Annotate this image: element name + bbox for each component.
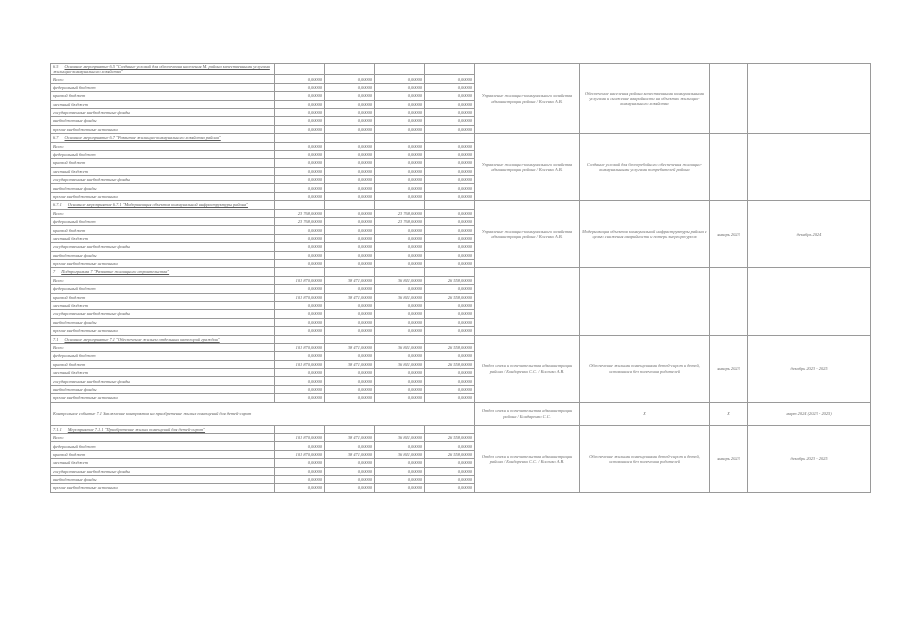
- amount-cell: 0,00000: [325, 385, 375, 393]
- amount-cell: 0,00000: [375, 100, 425, 108]
- amount-cell: 0,00000: [425, 176, 475, 184]
- amount-cell: 0,00000: [325, 108, 375, 116]
- amount-cell: 0,00000: [425, 209, 475, 217]
- amount-cell: 0,00000: [375, 142, 425, 150]
- funding-source-label: государственные внебюджетные фонды: [51, 176, 275, 184]
- amount-cell: 101 870,00000: [275, 434, 325, 442]
- funding-source-label: местный бюджет: [51, 459, 275, 467]
- amount-cell: 0,00000: [375, 184, 425, 192]
- amount-cell: 0,00000: [425, 301, 475, 309]
- amount-cell: 38 471,00000: [325, 343, 375, 351]
- amount-cell: 0,00000: [275, 167, 325, 175]
- amount-cell: 0,00000: [275, 442, 325, 450]
- amount-cell: 0,00000: [375, 83, 425, 91]
- amount-cell: 0,00000: [375, 226, 425, 234]
- event-row: [51, 402, 871, 425]
- end-date-cell: [748, 64, 871, 134]
- amount-cell: 0,00000: [275, 184, 325, 192]
- section-title: [51, 64, 275, 75]
- section-header-row: [51, 134, 871, 142]
- amount-cell: 0,00000: [325, 167, 375, 175]
- executor-cell: Управление жилищно-коммунального хозяйства администрации района / Косенко А.В.: [475, 134, 580, 201]
- amount-cell: 0,00000: [425, 459, 475, 467]
- executor-cell: Отдел опеки и попечительства администрации района / Бондаренко С.С.: [475, 402, 580, 425]
- amount-cell: 0,00000: [275, 108, 325, 116]
- amount-cell: 0,00000: [275, 260, 325, 268]
- amount-cell: 0,00000: [325, 251, 375, 259]
- amount-cell: 0,00000: [375, 251, 425, 259]
- amount-cell: 0,00000: [325, 310, 375, 318]
- amount-cell: [275, 268, 325, 276]
- amount-cell: 38 471,00000: [325, 360, 375, 368]
- amount-cell: 0,00000: [425, 125, 475, 133]
- amount-cell: 0,00000: [425, 218, 475, 226]
- funding-source-label: местный бюджет: [51, 100, 275, 108]
- amount-cell: [375, 268, 425, 276]
- amount-cell: 0,00000: [275, 352, 325, 360]
- amount-cell: 36 841,00000: [375, 276, 425, 284]
- amount-cell: 101 870,00000: [275, 293, 325, 301]
- amount-cell: 0,00000: [275, 327, 325, 335]
- amount-cell: 0,00000: [375, 176, 425, 184]
- amount-cell: 0,00000: [325, 117, 375, 125]
- section-title-text: Основное мероприятие 6.7 "Развитие жилищно-коммунального хозяйства района": [64, 135, 221, 141]
- amount-cell: [425, 335, 475, 343]
- funding-source-label: краевой бюджет: [51, 159, 275, 167]
- section-title: [51, 268, 275, 276]
- funding-source-label: краевой бюджет: [51, 92, 275, 100]
- amount-cell: 0,00000: [325, 100, 375, 108]
- amount-cell: 0,00000: [425, 442, 475, 450]
- amount-cell: 23 768,00000: [375, 218, 425, 226]
- amount-cell: 0,00000: [325, 459, 375, 467]
- amount-cell: 0,00000: [275, 301, 325, 309]
- funding-source-label: федеральный бюджет: [51, 352, 275, 360]
- executor-cell: Отдел опеки и попечительства администрации района / Бондаренко С.С. / Косенко А.В.: [475, 425, 580, 492]
- amount-cell: 0,00000: [325, 159, 375, 167]
- amount-cell: 0,00000: [375, 150, 425, 158]
- funding-source-label: государственные внебюджетные фонды: [51, 243, 275, 251]
- amount-cell: 26 558,00000: [425, 343, 475, 351]
- amount-cell: 0,00000: [375, 467, 425, 475]
- amount-cell: 0,00000: [275, 318, 325, 326]
- amount-cell: 38 471,00000: [325, 293, 375, 301]
- section-code: 6.7.1: [53, 202, 62, 208]
- amount-cell: 0,00000: [325, 301, 375, 309]
- amount-cell: 0,00000: [325, 377, 375, 385]
- amount-cell: 0,00000: [325, 184, 375, 192]
- section-title-text: Основное мероприятие 6.7.1 "Модернизация объектов коммунальной инфраструктуры района": [67, 202, 249, 208]
- result-cell: Х: [580, 402, 710, 425]
- amount-cell: 0,00000: [325, 285, 375, 293]
- amount-cell: 23 768,00000: [275, 218, 325, 226]
- start-date-cell: [710, 268, 748, 335]
- amount-cell: 0,00000: [275, 92, 325, 100]
- section-header-row: [51, 425, 871, 433]
- executor-cell: Отдел опеки и попечительства администрации района / Бондаренко С.С. / Косенко А.В.: [475, 335, 580, 402]
- budget-table: [50, 63, 871, 493]
- executor-cell: [475, 268, 580, 335]
- amount-cell: 0,00000: [325, 218, 375, 226]
- section-title-text: Мероприятие 7.1.1 "Приобретение жилых помещений для детей-сирот": [67, 426, 206, 432]
- amount-cell: 26 558,00000: [425, 360, 475, 368]
- amount-cell: 0,00000: [325, 442, 375, 450]
- amount-cell: 0,00000: [325, 176, 375, 184]
- amount-cell: 0,00000: [275, 159, 325, 167]
- section-title: [51, 201, 275, 209]
- funding-source-label: внебюджетные фонды: [51, 184, 275, 192]
- amount-cell: 0,00000: [425, 318, 475, 326]
- amount-cell: 0,00000: [275, 192, 325, 200]
- amount-cell: 0,00000: [275, 369, 325, 377]
- funding-source-label: государственные внебюджетные фонды: [51, 108, 275, 116]
- amount-cell: 0,00000: [275, 385, 325, 393]
- funding-source-label: прочие внебюджетные источники: [51, 125, 275, 133]
- amount-cell: 0,00000: [425, 251, 475, 259]
- amount-cell: [375, 425, 425, 433]
- amount-cell: 0,00000: [375, 385, 425, 393]
- amount-cell: 0,00000: [425, 310, 475, 318]
- funding-source-label: местный бюджет: [51, 167, 275, 175]
- amount-cell: 0,00000: [275, 243, 325, 251]
- amount-cell: 0,00000: [325, 475, 375, 483]
- amount-cell: 0,00000: [325, 369, 375, 377]
- amount-cell: 0,00000: [425, 117, 475, 125]
- amount-cell: 0,00000: [425, 192, 475, 200]
- funding-source-label: прочие внебюджетные источники: [51, 192, 275, 200]
- section-header-row: [51, 335, 871, 343]
- amount-cell: 0,00000: [275, 251, 325, 259]
- section-header-row: [51, 268, 871, 276]
- funding-source-label: внебюджетные фонды: [51, 251, 275, 259]
- amount-cell: 0,00000: [375, 108, 425, 116]
- funding-source-label: федеральный бюджет: [51, 218, 275, 226]
- amount-cell: 0,00000: [425, 243, 475, 251]
- funding-source-label: Всего: [51, 343, 275, 351]
- amount-cell: [325, 134, 375, 142]
- amount-cell: 0,00000: [275, 75, 325, 83]
- funding-source-label: Всего: [51, 276, 275, 284]
- funding-source-label: краевой бюджет: [51, 226, 275, 234]
- amount-cell: 0,00000: [275, 234, 325, 242]
- amount-cell: [375, 201, 425, 209]
- amount-cell: 0,00000: [275, 100, 325, 108]
- funding-source-label: местный бюджет: [51, 301, 275, 309]
- amount-cell: 0,00000: [425, 285, 475, 293]
- funding-source-label: местный бюджет: [51, 234, 275, 242]
- funding-source-label: государственные внебюджетные фонды: [51, 467, 275, 475]
- amount-cell: 0,00000: [425, 142, 475, 150]
- amount-cell: 0,00000: [325, 260, 375, 268]
- amount-cell: [275, 201, 325, 209]
- amount-cell: 0,00000: [425, 394, 475, 402]
- amount-cell: 0,00000: [375, 310, 425, 318]
- amount-cell: 0,00000: [375, 352, 425, 360]
- amount-cell: 0,00000: [325, 83, 375, 91]
- amount-cell: 0,00000: [325, 125, 375, 133]
- amount-cell: 0,00000: [325, 234, 375, 242]
- amount-cell: 0,00000: [425, 184, 475, 192]
- amount-cell: 0,00000: [275, 459, 325, 467]
- amount-cell: 0,00000: [425, 100, 475, 108]
- amount-cell: 0,00000: [425, 377, 475, 385]
- end-date-cell: декабрь 2024: [748, 201, 871, 268]
- section-code: 7.1.1: [53, 426, 62, 432]
- amount-cell: 0,00000: [375, 234, 425, 242]
- result-cell: Обеспечение жилыми помещениями детей-сирот и детей, оставшихся без попечения родителей: [580, 335, 710, 402]
- section-title: [51, 335, 275, 343]
- amount-cell: 0,00000: [425, 260, 475, 268]
- amount-cell: 36 841,00000: [375, 293, 425, 301]
- amount-cell: 0,00000: [375, 475, 425, 483]
- amount-cell: 23 768,00000: [375, 209, 425, 217]
- amount-cell: [275, 64, 325, 75]
- amount-cell: [425, 268, 475, 276]
- end-date-cell: [748, 268, 871, 335]
- amount-cell: 0,00000: [275, 467, 325, 475]
- amount-cell: [375, 134, 425, 142]
- amount-cell: 0,00000: [425, 467, 475, 475]
- amount-cell: 0,00000: [425, 159, 475, 167]
- amount-cell: 0,00000: [375, 301, 425, 309]
- funding-source-label: федеральный бюджет: [51, 442, 275, 450]
- section-title: [51, 425, 275, 433]
- funding-source-label: местный бюджет: [51, 369, 275, 377]
- result-cell: Обеспечение населения района качественными коммунальными услугами и снижение аварийности на объектах жилищно-коммунального хозяйства: [580, 64, 710, 134]
- funding-source-label: краевой бюджет: [51, 360, 275, 368]
- amount-cell: 0,00000: [375, 92, 425, 100]
- amount-cell: 0,00000: [275, 377, 325, 385]
- amount-cell: [325, 335, 375, 343]
- funding-source-label: Всего: [51, 209, 275, 217]
- amount-cell: [425, 64, 475, 75]
- funding-source-label: прочие внебюджетные источники: [51, 327, 275, 335]
- amount-cell: 0,00000: [375, 260, 425, 268]
- amount-cell: 0,00000: [425, 352, 475, 360]
- amount-cell: 0,00000: [325, 467, 375, 475]
- funding-source-label: федеральный бюджет: [51, 150, 275, 158]
- amount-cell: 23 768,00000: [275, 209, 325, 217]
- amount-cell: 0,00000: [425, 150, 475, 158]
- start-date-cell: [710, 64, 748, 134]
- amount-cell: 0,00000: [375, 484, 425, 492]
- funding-source-label: государственные внебюджетные фонды: [51, 310, 275, 318]
- amount-cell: [325, 64, 375, 75]
- amount-cell: 0,00000: [325, 327, 375, 335]
- section-code: 6.5: [53, 64, 59, 69]
- start-date-cell: январь 2023: [710, 425, 748, 492]
- amount-cell: 0,00000: [325, 484, 375, 492]
- amount-cell: 0,00000: [375, 159, 425, 167]
- section-title-text: Подпрограмма 7 "Развитие жилищного строительства": [61, 269, 170, 275]
- amount-cell: 0,00000: [275, 475, 325, 483]
- amount-cell: 0,00000: [275, 125, 325, 133]
- start-date-cell: январь 2023: [710, 201, 748, 268]
- amount-cell: 0,00000: [375, 318, 425, 326]
- funding-source-label: прочие внебюджетные источники: [51, 260, 275, 268]
- amount-cell: 0,00000: [275, 226, 325, 234]
- funding-source-label: федеральный бюджет: [51, 83, 275, 91]
- executor-cell: Управление жилищно-коммунального хозяйства администрации района / Косенко А.В.: [475, 201, 580, 268]
- amount-cell: 0,00000: [425, 83, 475, 91]
- amount-cell: 0,00000: [325, 394, 375, 402]
- amount-cell: 0,00000: [275, 394, 325, 402]
- funding-source-label: Всего: [51, 75, 275, 83]
- amount-cell: 0,00000: [375, 285, 425, 293]
- amount-cell: 0,00000: [325, 192, 375, 200]
- amount-cell: 0,00000: [275, 142, 325, 150]
- funding-source-label: прочие внебюджетные источники: [51, 394, 275, 402]
- amount-cell: 38 471,00000: [325, 434, 375, 442]
- funding-source-label: федеральный бюджет: [51, 285, 275, 293]
- section-code: 7: [53, 269, 56, 275]
- amount-cell: 0,00000: [425, 108, 475, 116]
- amount-cell: 0,00000: [275, 117, 325, 125]
- amount-cell: [275, 425, 325, 433]
- funding-source-label: Всего: [51, 142, 275, 150]
- amount-cell: 0,00000: [375, 369, 425, 377]
- amount-cell: 0,00000: [275, 150, 325, 158]
- amount-cell: 0,00000: [375, 394, 425, 402]
- amount-cell: 0,00000: [375, 243, 425, 251]
- event-label: Контрольное событие 7.1 Заключение контрактов на приобретение жилых помещений для детей-сирот: [51, 402, 475, 425]
- amount-cell: 0,00000: [325, 150, 375, 158]
- amount-cell: 0,00000: [375, 327, 425, 335]
- amount-cell: 0,00000: [375, 377, 425, 385]
- start-date-cell: [710, 134, 748, 201]
- amount-cell: 0,00000: [325, 75, 375, 83]
- funding-source-label: краевой бюджет: [51, 293, 275, 301]
- amount-cell: [275, 134, 325, 142]
- end-date-cell: март 2024 (2023 - 2025): [748, 402, 871, 425]
- amount-cell: 26 558,00000: [425, 276, 475, 284]
- amount-cell: 0,00000: [375, 442, 425, 450]
- amount-cell: 0,00000: [375, 167, 425, 175]
- amount-cell: 36 841,00000: [375, 450, 425, 458]
- end-date-cell: [748, 134, 871, 201]
- amount-cell: 38 471,00000: [325, 450, 375, 458]
- amount-cell: 0,00000: [425, 484, 475, 492]
- amount-cell: [425, 201, 475, 209]
- amount-cell: [325, 201, 375, 209]
- section-code: 7.1: [53, 336, 59, 342]
- result-cell: Обеспечение жилыми помещениями детей-сирот и детей, оставшихся без попечения родителей: [580, 425, 710, 492]
- section-title-text: Основное мероприятие 7.1 "Обеспечение жильем отдельных категорий граждан": [64, 336, 220, 342]
- amount-cell: [325, 425, 375, 433]
- funding-source-label: краевой бюджет: [51, 450, 275, 458]
- section-code: 6.7: [53, 135, 59, 141]
- end-date-cell: декабрь 2023 - 2025: [748, 335, 871, 402]
- start-date-cell: Х: [710, 402, 748, 425]
- amount-cell: 0,00000: [375, 117, 425, 125]
- amount-cell: 0,00000: [425, 226, 475, 234]
- budget-table-sheet: [50, 63, 870, 626]
- result-cell: [580, 268, 710, 335]
- amount-cell: 0,00000: [425, 75, 475, 83]
- amount-cell: 0,00000: [425, 369, 475, 377]
- amount-cell: 0,00000: [275, 484, 325, 492]
- amount-cell: 0,00000: [425, 167, 475, 175]
- amount-cell: 101 870,00000: [275, 343, 325, 351]
- amount-cell: [375, 335, 425, 343]
- amount-cell: 0,00000: [375, 75, 425, 83]
- amount-cell: 36 841,00000: [375, 343, 425, 351]
- amount-cell: 0,00000: [325, 209, 375, 217]
- amount-cell: [375, 64, 425, 75]
- amount-cell: 0,00000: [425, 234, 475, 242]
- amount-cell: 0,00000: [275, 285, 325, 293]
- amount-cell: 0,00000: [325, 243, 375, 251]
- amount-cell: 0,00000: [425, 92, 475, 100]
- funding-source-label: внебюджетные фонды: [51, 117, 275, 125]
- section-header-row: [51, 201, 871, 209]
- amount-cell: 36 841,00000: [375, 360, 425, 368]
- funding-source-label: прочие внебюджетные источники: [51, 484, 275, 492]
- amount-cell: 0,00000: [425, 327, 475, 335]
- amount-cell: 26 558,00000: [425, 293, 475, 301]
- amount-cell: 101 870,00000: [275, 276, 325, 284]
- amount-cell: 0,00000: [325, 142, 375, 150]
- end-date-cell: декабрь 2023 - 2025: [748, 425, 871, 492]
- amount-cell: [425, 134, 475, 142]
- amount-cell: 0,00000: [375, 125, 425, 133]
- section-header-row: [51, 64, 871, 75]
- amount-cell: 0,00000: [275, 83, 325, 91]
- amount-cell: 38 471,00000: [325, 276, 375, 284]
- funding-source-label: внебюджетные фонды: [51, 385, 275, 393]
- amount-cell: 0,00000: [425, 385, 475, 393]
- amount-cell: 26 558,00000: [425, 450, 475, 458]
- amount-cell: 0,00000: [375, 459, 425, 467]
- amount-cell: 0,00000: [325, 92, 375, 100]
- funding-source-label: Всего: [51, 434, 275, 442]
- amount-cell: 0,00000: [275, 310, 325, 318]
- amount-cell: [425, 425, 475, 433]
- amount-cell: 0,00000: [325, 318, 375, 326]
- amount-cell: 36 841,00000: [375, 434, 425, 442]
- funding-source-label: внебюджетные фонды: [51, 318, 275, 326]
- start-date-cell: январь 2023: [710, 335, 748, 402]
- amount-cell: 0,00000: [275, 176, 325, 184]
- amount-cell: 0,00000: [325, 226, 375, 234]
- executor-cell: Управление жилищно-коммунального хозяйства администрации района / Косенко А.В.: [475, 64, 580, 134]
- amount-cell: 101 870,00000: [275, 450, 325, 458]
- amount-cell: 0,00000: [375, 192, 425, 200]
- amount-cell: 0,00000: [425, 475, 475, 483]
- result-cell: Создание условий для бесперебойного обеспечения жилищно-коммунальными услугами потребителей района: [580, 134, 710, 201]
- funding-source-label: государственные внебюджетные фонды: [51, 377, 275, 385]
- section-title: [51, 134, 275, 142]
- amount-cell: 101 870,00000: [275, 360, 325, 368]
- result-cell: Модернизация объектов коммунальной инфраструктуры района с целью снижения аварийности и потерь энергоресурсов: [580, 201, 710, 268]
- amount-cell: 0,00000: [325, 352, 375, 360]
- amount-cell: [325, 268, 375, 276]
- amount-cell: [275, 335, 325, 343]
- section-title-text: Основное мероприятие 6.5 "Создание условий для обеспечения населения М. района качественными услугами жилищно-коммунального хозяйства": [53, 64, 270, 75]
- amount-cell: 26 558,00000: [425, 434, 475, 442]
- funding-source-label: внебюджетные фонды: [51, 475, 275, 483]
